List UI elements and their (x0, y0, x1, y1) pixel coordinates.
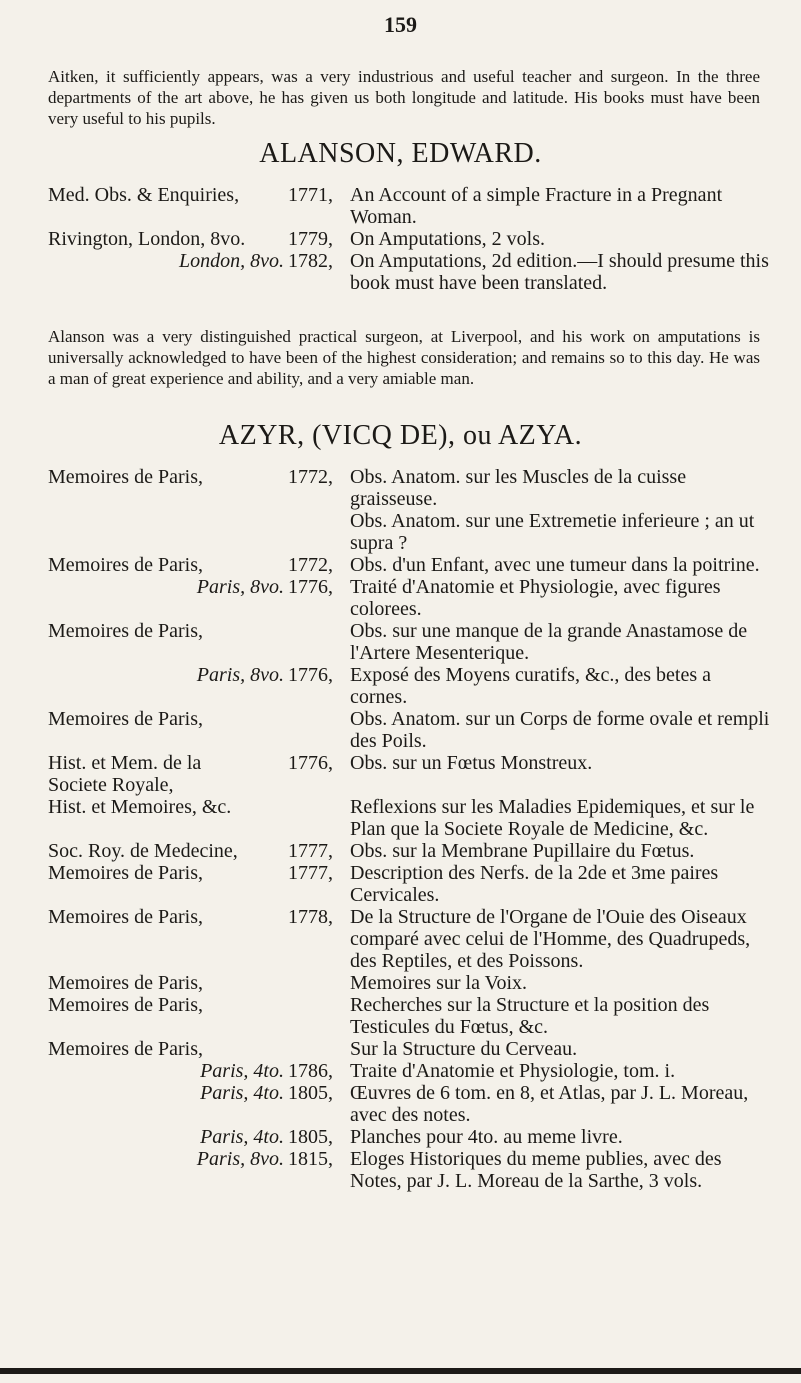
entry-year (288, 972, 346, 994)
entry-year (288, 708, 346, 752)
entry-year: 1779, (288, 228, 333, 250)
page-number: 159 (384, 12, 417, 37)
entry-source: Paris, 4to. (200, 1060, 284, 1082)
entry-source: Memoires de Paris, (48, 862, 203, 884)
entry-source: Paris, 8vo. (196, 664, 284, 686)
azyr-entry (48, 554, 770, 576)
entry-title: Obs. Anatom. sur une Extremetie inferieure ; an ut supra ? (350, 510, 755, 554)
entry-title: De la Structure de l'Organe de l'Ouie des Oiseaux comparé avec celui de l'Homme, des Quadrupeds, des Reptiles, et des Poissons. (350, 906, 751, 972)
entry-year (288, 994, 346, 1038)
entry-source: Memoires de Paris, (48, 906, 203, 928)
entry-source: Soc. Roy. de Medecine, (48, 840, 238, 862)
entry-source: Rivington, London, 8vo. (48, 228, 246, 250)
entry-source: Paris, 8vo. (196, 576, 284, 598)
entry-title: An Account of a simple Fracture in a Pregnant Woman. (350, 184, 723, 228)
entry-year: 1771, (288, 184, 333, 206)
entry-title: Obs. d'un Enfant, avec une tumeur dans la poitrine. (350, 554, 760, 576)
entry-year (288, 510, 346, 554)
alanson-entry (48, 250, 770, 294)
entry-source: Memoires de Paris, (48, 972, 203, 994)
azyr-entry (48, 972, 770, 994)
azyr-entry (48, 862, 770, 906)
entry-title: Traite d'Anatomie et Physiologie, tom. i. (350, 1060, 676, 1082)
entry-source: Memoires de Paris, (48, 554, 203, 576)
entry-title: On Amputations, 2d edition.—I should presume this book must have been translated. (350, 250, 769, 294)
entry-year: 1782, (288, 250, 333, 272)
alanson-entry (48, 228, 770, 250)
entry-source: Memoires de Paris, (48, 1038, 203, 1060)
alanson-entries (48, 184, 770, 294)
entry-title: Obs. Anatom. sur les Muscles de la cuisse graisseuse. (350, 466, 687, 510)
entry-year: 1786, (288, 1060, 333, 1082)
entry-title: Œuvres de 6 tom. en 8, et Atlas, par J. L. Moreau, avec des notes. (350, 1082, 749, 1126)
alanson-entry (48, 184, 770, 228)
entry-source: Paris, 4to. (200, 1082, 284, 1104)
entry-title: Memoires sur la Voix. (350, 972, 528, 994)
entry-title: Description des Nerfs. de la 2de et 3me paires Cervicales. (350, 862, 719, 906)
azyr-entry (48, 1082, 770, 1126)
azyr-entry (48, 620, 770, 664)
entry-source (48, 510, 284, 554)
entry-title: Reflexions sur les Maladies Epidemiques, et sur le Plan que la Societe Royale de Medicine, &c. (350, 796, 755, 840)
entry-source: Memoires de Paris, (48, 620, 203, 642)
azyr-entry (48, 576, 770, 620)
entry-year (288, 620, 346, 664)
entry-title: Planches pour 4to. au meme livre. (350, 1126, 623, 1148)
entry-year: 1777, (288, 840, 333, 862)
azyr-entry (48, 510, 770, 554)
entry-source: London, 8vo. (179, 250, 284, 272)
alanson-heading: ALANSON, EDWARD. (259, 138, 542, 169)
azyr-entry (48, 840, 770, 862)
entry-title: Recherches sur la Structure et la position des Testicules du Fœtus, &c. (350, 994, 710, 1038)
entry-title: Obs. sur un Fœtus Monstreux. (350, 752, 593, 774)
intro-paragraph: Aitken, it sufficiently appears, was a very industrious and useful teacher and surgeon. In the three departments of the art above, he has given us both longitude and latitude. His books must have been very useful to his pupils. (48, 67, 760, 128)
azyr-entry (48, 466, 770, 510)
azyr-entry (48, 708, 770, 752)
entry-title: Obs. sur la Membrane Pupillaire du Fœtus. (350, 840, 695, 862)
entry-year (288, 1038, 346, 1060)
page-bottom-rule (0, 1368, 801, 1374)
entry-source: Memoires de Paris, (48, 466, 203, 488)
entry-title: Obs. Anatom. sur un Corps de forme ovale et rempli des Poils. (350, 708, 770, 752)
entry-year: 1815, (288, 1148, 333, 1170)
entry-source: Hist. et Memoires, &c. (48, 796, 232, 818)
entry-title: Exposé des Moyens curatifs, &c., des betes a cornes. (350, 664, 712, 708)
entry-title: On Amputations, 2 vols. (350, 228, 546, 250)
azyr-entry (48, 752, 770, 796)
azyr-entry (48, 1060, 770, 1082)
entry-year (288, 796, 346, 840)
azyr-entry (48, 796, 770, 840)
azyr-entry (48, 664, 770, 708)
azyr-entry (48, 1126, 770, 1148)
entry-year: 1777, (288, 862, 333, 884)
entry-source: Hist. et Mem. de la Societe Royale, (48, 752, 202, 796)
azyr-heading: AZYR, (VICQ DE), ou AZYA. (218, 420, 583, 451)
entry-year: 1776, (288, 576, 333, 598)
entry-title: Traité d'Anatomie et Physiologie, avec figures colorees. (350, 576, 721, 620)
entry-year: 1776, (288, 752, 333, 774)
entry-year: 1772, (288, 554, 333, 576)
entry-title: Obs. sur une manque de la grande Anastamose de l'Artere Mesenterique. (350, 620, 748, 664)
entry-title: Eloges Historiques du meme publies, avec des Notes, par J. L. Moreau de la Sarthe, 3 vols. (350, 1148, 722, 1192)
azyr-entry (48, 1148, 770, 1192)
azyr-entries (48, 466, 770, 1192)
entry-title: Sur la Structure du Cerveau. (350, 1038, 578, 1060)
azyr-entry (48, 994, 770, 1038)
azyr-entry (48, 1038, 770, 1060)
entry-year: 1805, (288, 1082, 333, 1104)
entry-source: Paris, 8vo. (196, 1148, 284, 1170)
entry-year: 1772, (288, 466, 333, 488)
alanson-note: Alanson was a very distinguished practical surgeon, at Liverpool, and his work on amputations is universally acknowledged to have been of the highest consideration; and remains so to this day. He was a man of great experience and ability, and a very amiable man. (48, 327, 760, 388)
entry-year: 1776, (288, 664, 333, 686)
entry-source: Memoires de Paris, (48, 708, 203, 730)
azyr-entry (48, 906, 770, 972)
entry-source: Paris, 4to. (200, 1126, 284, 1148)
entry-source: Med. Obs. & Enquiries, (48, 184, 240, 206)
entry-source: Memoires de Paris, (48, 994, 203, 1016)
entry-year: 1778, (288, 906, 333, 928)
entry-year: 1805, (288, 1126, 333, 1148)
